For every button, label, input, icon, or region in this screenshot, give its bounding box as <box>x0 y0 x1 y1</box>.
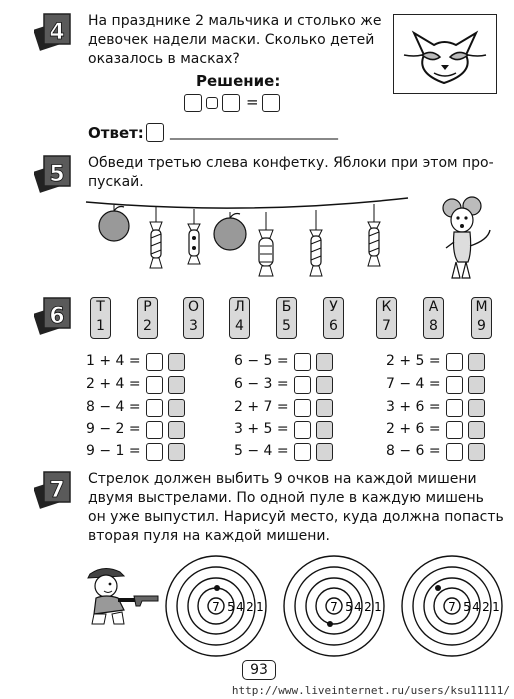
cat-mask-icon <box>394 15 495 92</box>
task-number: 5 <box>49 162 65 187</box>
solution-label: Решение: <box>196 72 281 90</box>
math-example: 3 + 6 = <box>386 398 496 417</box>
cipher-card: Т 1 <box>90 297 111 339</box>
garland-illustration <box>82 192 412 280</box>
answer-box-tens[interactable] <box>146 353 163 371</box>
math-example: 6 − 3 = <box>234 375 344 394</box>
math-example: 8 − 6 = <box>386 442 496 461</box>
task-number: 4 <box>49 20 65 45</box>
task-number: 7 <box>49 478 65 503</box>
cipher-card: У 6 <box>323 297 344 339</box>
answer-box-tens[interactable] <box>446 376 463 394</box>
math-example: 1 + 4 = <box>86 352 196 371</box>
apple-icon[interactable] <box>214 212 246 250</box>
answer-box-tens[interactable] <box>294 399 311 417</box>
answer-box-tens[interactable] <box>294 421 311 439</box>
math-example: 2 + 4 = <box>86 375 196 394</box>
answer-box-letter[interactable] <box>468 443 485 461</box>
mouse-illustration <box>432 196 496 284</box>
answer-box-letter[interactable] <box>316 421 333 439</box>
bullet-hole <box>327 621 333 627</box>
ring-label: 5 <box>227 600 235 614</box>
answer-box-letter[interactable] <box>168 421 185 439</box>
ring-label: 4 <box>472 600 480 614</box>
bullet-hole <box>214 585 220 591</box>
cipher-card: А 8 <box>423 297 444 339</box>
solution-result-box[interactable] <box>262 94 280 112</box>
answer-label: Ответ: <box>88 124 144 142</box>
task4-text: На празднике 2 мальчика и столько же девочек надели маски. Сколько детей оказалось в масках? <box>88 13 382 67</box>
math-example: 7 − 4 = <box>386 375 496 394</box>
answer-box-tens[interactable] <box>146 443 163 461</box>
candy-icon-2[interactable] <box>188 209 200 264</box>
candy-icon-1[interactable] <box>150 207 162 268</box>
mouse-icon <box>432 196 496 284</box>
task-number-badge-5 <box>34 154 74 198</box>
mask-illustration <box>393 14 497 94</box>
cipher-card: М 9 <box>471 297 492 339</box>
apple-icon[interactable] <box>99 205 129 241</box>
ring-label: 2 <box>364 600 372 614</box>
math-example: 3 + 5 = <box>234 420 344 439</box>
math-example: 2 + 7 = <box>234 398 344 417</box>
answer-box-letter[interactable] <box>316 399 333 417</box>
answer-box[interactable] <box>146 123 164 142</box>
math-example: 6 − 5 = <box>234 352 344 371</box>
answer-box-letter[interactable] <box>168 399 185 417</box>
target-2[interactable] <box>282 554 386 658</box>
answer-box-letter[interactable] <box>468 421 485 439</box>
ring-label: 1 <box>374 600 382 614</box>
cipher-card: Б 5 <box>276 297 297 339</box>
solution-box-2[interactable] <box>222 94 240 112</box>
ring-label: 4 <box>236 600 244 614</box>
math-example: 8 − 4 = <box>86 398 196 417</box>
cipher-card: Л 4 <box>229 297 250 339</box>
solution-box-1[interactable] <box>184 94 202 112</box>
cipher-card: О 3 <box>183 297 204 339</box>
target-1[interactable] <box>164 554 268 658</box>
bullet-hole <box>435 585 441 591</box>
answer-box-tens[interactable] <box>294 353 311 371</box>
math-example: 5 − 4 = <box>234 442 344 461</box>
answer-box-tens[interactable] <box>294 443 311 461</box>
ring-label: 1 <box>492 600 500 614</box>
task-number-badge-6 <box>34 296 74 340</box>
task-number: 6 <box>49 304 65 329</box>
answer-box-letter[interactable] <box>468 399 485 417</box>
answer-box-letter[interactable] <box>468 376 485 394</box>
target-3[interactable] <box>400 554 504 658</box>
candy-icon-5[interactable] <box>368 204 380 266</box>
shooter-boy-icon <box>84 564 162 626</box>
task-number-badge-4 <box>34 12 74 56</box>
task-number-badge-7 <box>34 470 74 514</box>
answer-box-letter[interactable] <box>316 443 333 461</box>
answer-box-letter[interactable] <box>468 353 485 371</box>
answer-box-tens[interactable] <box>446 443 463 461</box>
answer-box-letter[interactable] <box>316 376 333 394</box>
math-example: 9 − 1 = <box>86 442 196 461</box>
equals-sign: = <box>246 93 259 111</box>
source-url[interactable]: http://www.liveinternet.ru/users/ksu11111/ <box>231 684 510 697</box>
math-example: 9 − 2 = <box>86 420 196 439</box>
task5-text: Обведи третью слева конфетку. Яблоки при этом про- пускай. <box>88 155 494 190</box>
answer-box-tens[interactable] <box>446 421 463 439</box>
cipher-card: Р 2 <box>137 297 158 339</box>
answer-box-letter[interactable] <box>168 443 185 461</box>
shooter-illustration <box>84 564 162 626</box>
page-number: 93 <box>242 660 276 680</box>
answer-box-tens[interactable] <box>146 421 163 439</box>
answer-line[interactable]: ________________________ <box>170 124 338 140</box>
answer-box-letter[interactable] <box>168 376 185 394</box>
cipher-card: К 7 <box>376 297 397 339</box>
operator-box[interactable] <box>206 97 218 109</box>
ring-label: 1 <box>256 600 264 614</box>
math-example: 2 + 5 = <box>386 352 496 371</box>
candy-icon-4[interactable] <box>310 210 322 276</box>
answer-box-tens[interactable] <box>446 353 463 371</box>
answer-box-tens[interactable] <box>446 399 463 417</box>
ring-label: 2 <box>482 600 490 614</box>
ring-label: 2 <box>246 600 254 614</box>
answer-box-tens[interactable] <box>146 399 163 417</box>
ring-label: 4 <box>354 600 362 614</box>
math-example: 2 + 6 = <box>386 420 496 439</box>
task7-text: Стрелок должен выбить 9 очков на каждой мишени двумя выстрелами. По одной пуле в каждую мишень он уже выпустил. Нарисуй место, куда должна попасть вторая пуля на каждой мишени. <box>88 471 504 544</box>
ring-label: 5 <box>345 600 353 614</box>
answer-box-tens[interactable] <box>294 376 311 394</box>
ring-label: 7 <box>330 600 338 614</box>
answer-box-tens[interactable] <box>146 376 163 394</box>
answer-box-letter[interactable] <box>316 353 333 371</box>
ring-label: 7 <box>448 600 456 614</box>
answer-box-letter[interactable] <box>168 353 185 371</box>
ring-label: 7 <box>212 600 220 614</box>
ring-label: 5 <box>463 600 471 614</box>
candy-icon-3[interactable] <box>259 212 273 276</box>
